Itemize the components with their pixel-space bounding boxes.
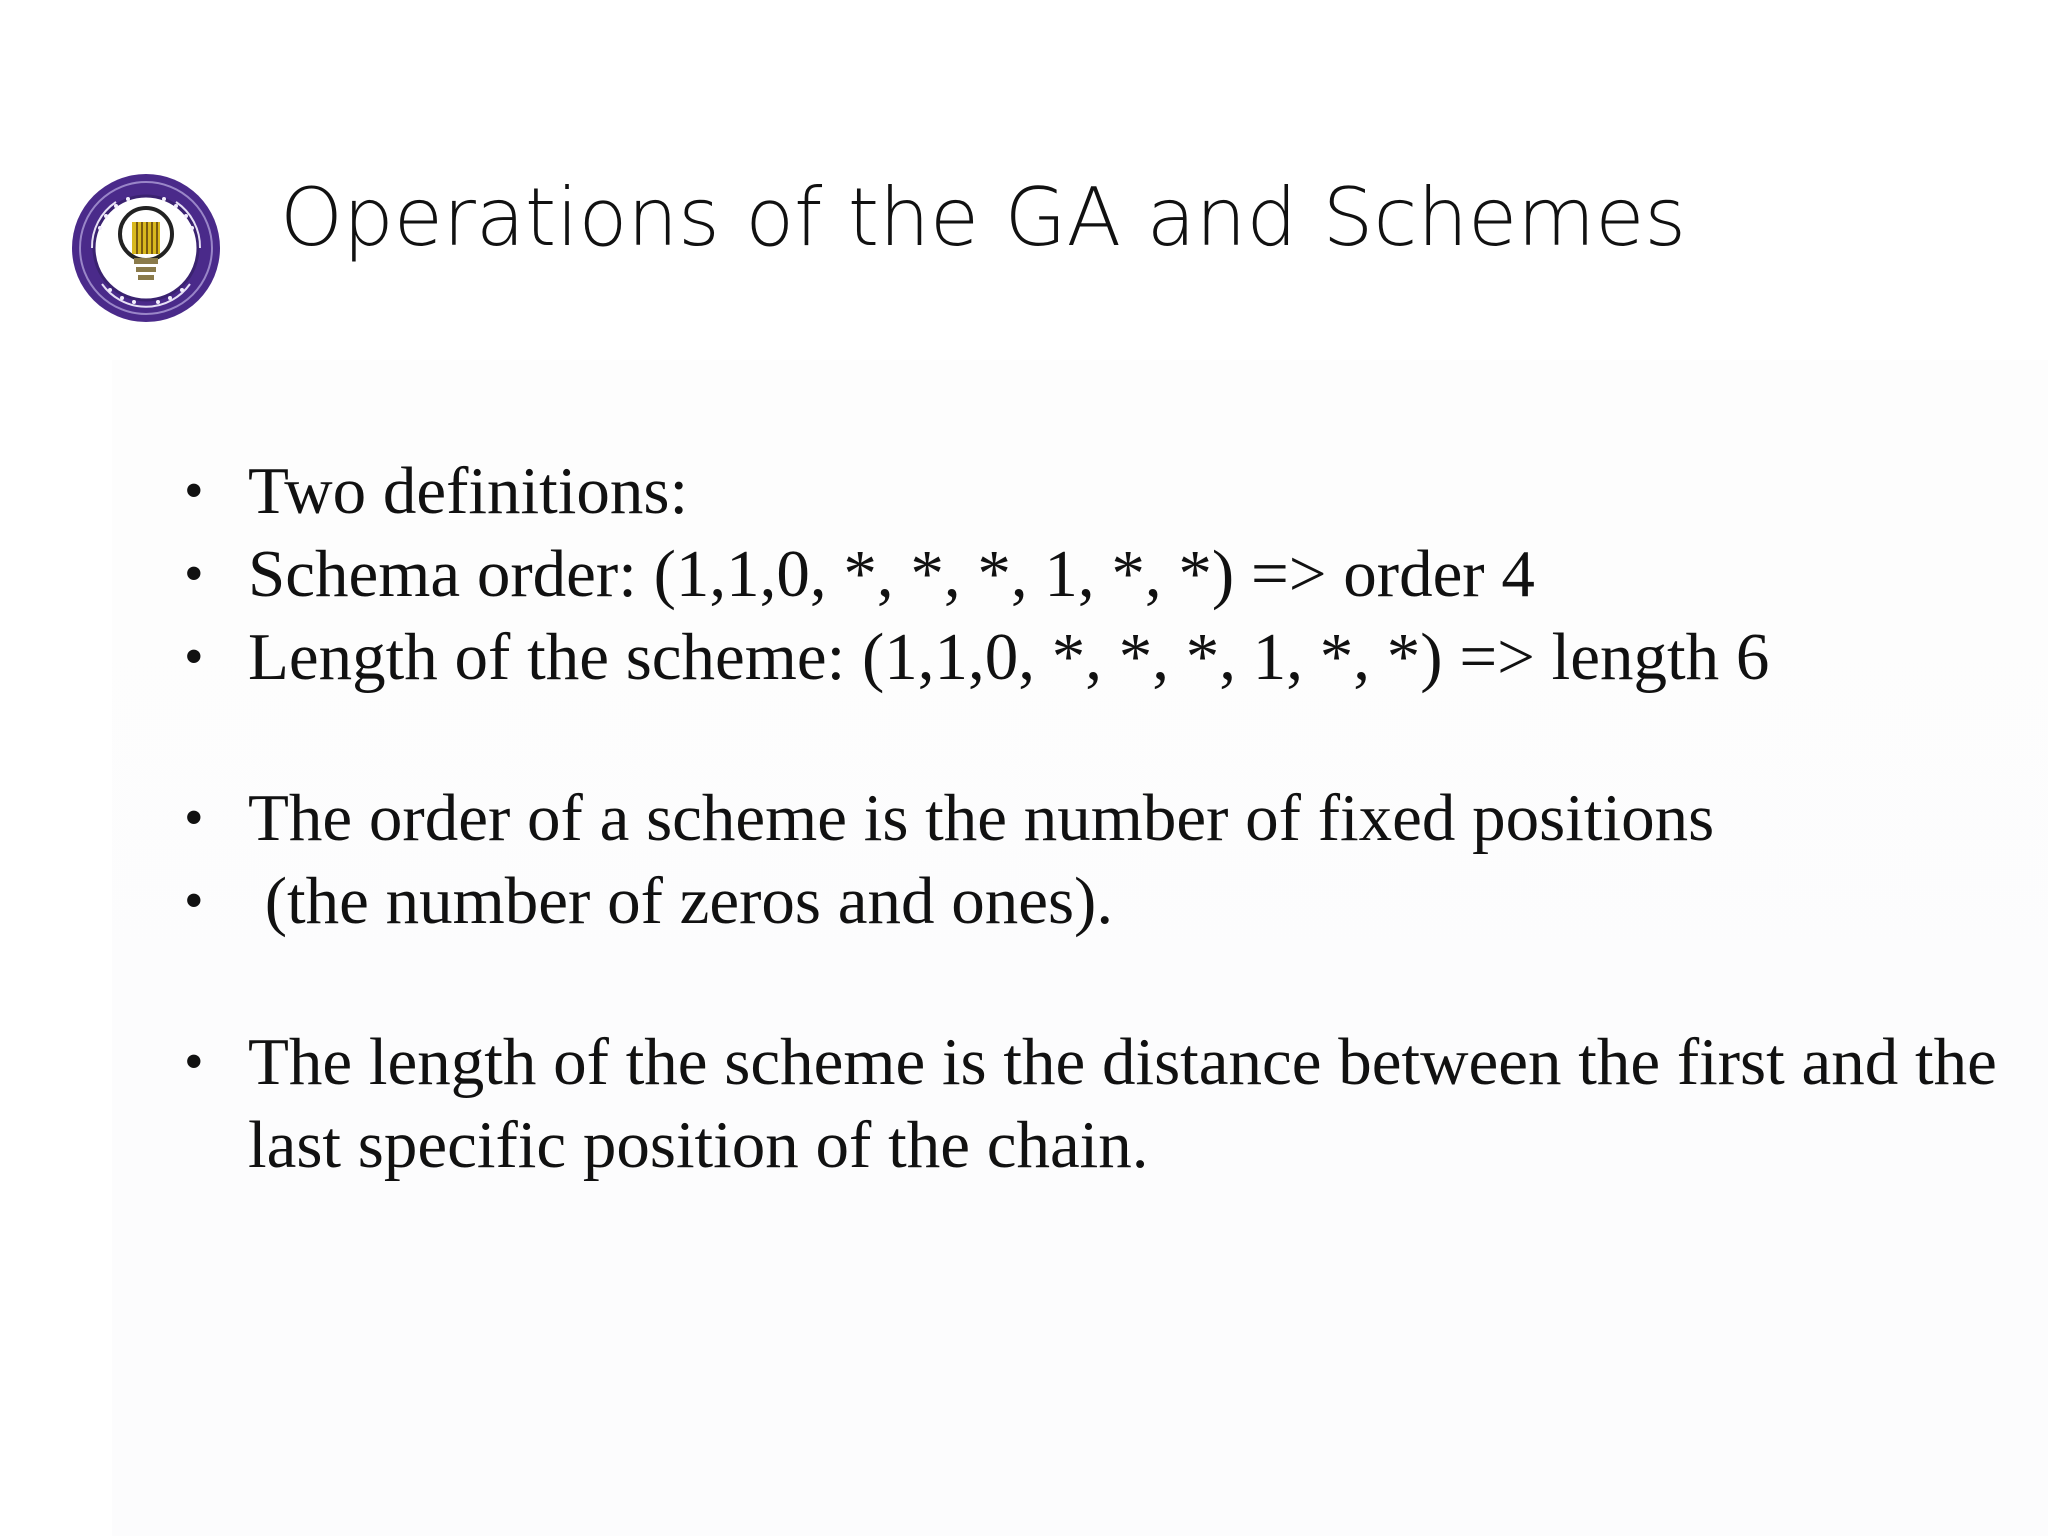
bullet-marker: •: [184, 626, 204, 688]
list-item: [180, 860, 2000, 943]
bullet-marker: •: [184, 787, 204, 849]
list-item: [180, 450, 2000, 533]
list-item: [180, 616, 2000, 699]
bullet-marker: •: [184, 1031, 204, 1093]
list-item: [180, 533, 2000, 616]
bullet-text: Two definitions:: [248, 454, 689, 528]
bullet-marker: •: [184, 460, 204, 522]
slide-title: Operations of the GA and Schemes: [280, 171, 1687, 264]
bullet-marker: •: [184, 870, 204, 932]
bullet-text: Length of the scheme: (1,1,0, *, *, *, 1, *, *) => length 6: [248, 620, 1770, 694]
bullet-text: The order of a scheme is the number of fixed positions: [248, 781, 1715, 855]
list-item: [180, 1021, 2000, 1187]
bullet-list: [180, 450, 2000, 1187]
bullet-text: The length of the scheme is the distance between the first and the last specific position of the chain.: [248, 1025, 1997, 1182]
university-seal-icon: [70, 172, 222, 324]
bullet-marker: •: [184, 543, 204, 605]
bullet-text: Schema order: (1,1,0, *, *, *, 1, *, *) => order 4: [248, 537, 1535, 611]
bullet-text: (the number of zeros and ones).: [248, 864, 1114, 938]
list-item: [180, 777, 2000, 860]
